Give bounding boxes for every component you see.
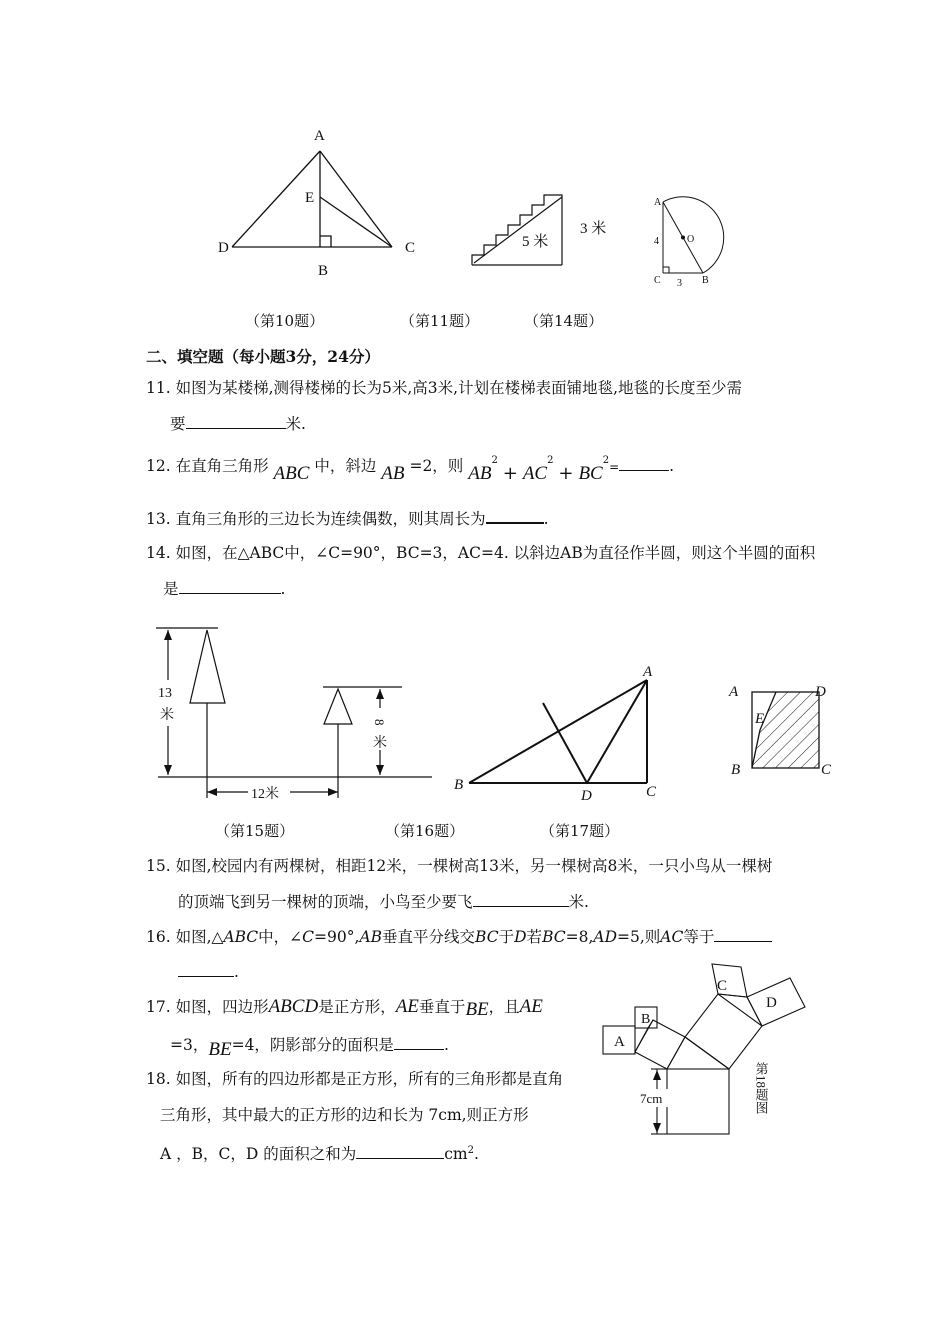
caption-10: （第10题） — [245, 312, 325, 330]
fig15-tall-height-unit: 米 — [160, 708, 174, 723]
fig16-perpendicular-bisector — [543, 703, 587, 783]
q13-answer-blank[interactable] — [486, 508, 544, 524]
fig18-largest-square — [667, 1069, 729, 1134]
fig18-label-a: A — [614, 1034, 625, 1050]
q15-answer-blank[interactable] — [473, 892, 569, 907]
figure-16 — [450, 660, 670, 804]
figure-10 — [210, 120, 430, 290]
fig17-label-b: B — [731, 762, 741, 778]
fig18-label-b: B — [641, 1012, 651, 1027]
figure-11 — [462, 185, 622, 275]
question-17-line2: =3，BE=4，阴影部分的面积是 . — [170, 1036, 449, 1060]
caption-17: （第17题） — [540, 822, 620, 840]
figure-18 — [595, 960, 815, 1140]
fig17-label-c: C — [821, 762, 832, 778]
fig10-right-angle — [320, 236, 331, 247]
question-13: 13. 直角三角形的三边长为连续偶数，则其周长为 . — [146, 510, 549, 528]
figure-15 — [150, 620, 440, 805]
q14-answer-blank[interactable] — [179, 579, 281, 594]
q11-pre: 要 — [170, 415, 186, 433]
fig18-left-tri-leg1 — [635, 1028, 648, 1052]
fig17-label-a: A — [729, 684, 739, 700]
section-title: 二、填空题（每小题3分，24分） — [146, 347, 380, 366]
question-15-line2: 的顶端飞到另一棵树的顶端，小鸟至少要飞 米. — [178, 893, 589, 911]
fig16-label-d: D — [581, 788, 592, 804]
fig15-tall-tree-crown — [190, 630, 225, 703]
fig16-label-a: A — [643, 664, 653, 680]
q12-answer-blank[interactable] — [619, 456, 669, 471]
fig14-center-o — [681, 236, 685, 240]
fig15-short-height-num: 8 — [372, 719, 387, 726]
figure-17 — [725, 678, 840, 783]
question-11-line2 — [170, 414, 306, 434]
fig18-side-label: 7cm — [640, 1091, 663, 1106]
fig18-label-d: D — [766, 995, 777, 1011]
caption-14: （第14题） — [524, 312, 604, 330]
question-18-line3: A ，B，C，D 的面积之和为 $cm^2$. — [160, 1145, 479, 1164]
fig14-label-o: O — [687, 234, 695, 245]
fig10-label-b: B — [318, 263, 329, 279]
fig16-segment-ad — [587, 680, 647, 783]
q11-answer-blank[interactable] — [186, 414, 286, 429]
fig10-label-a: A — [314, 128, 325, 144]
fig15-distance-label: 12米 — [251, 787, 279, 802]
question-14-line1: 14. 如图，在△ABC中，∠C=90°，BC=3，AC=4. 以斜边AB为直径作半圆，则这个半圆的面积 — [146, 544, 816, 562]
q11-post: 米. — [285, 415, 306, 433]
fig14-label-ac: 4 — [654, 236, 659, 247]
fig10-label-c: C — [405, 240, 416, 256]
fig10-side-ac — [320, 151, 392, 247]
caption-11: （第11题） — [400, 312, 480, 330]
question-18-line1: 18. 如图，所有的四边形都是正方形，所有的三角形都是直角 — [146, 1070, 564, 1088]
fig14-label-b: B — [702, 275, 709, 286]
fig11-hypotenuse — [474, 197, 562, 263]
caption-15: （第15题） — [215, 822, 295, 840]
question-16-line2: . — [178, 962, 239, 982]
q18-answer-blank[interactable] — [356, 1144, 444, 1159]
question-12: 12. 在直角三角形 ABC 中，斜边 AB =2，则 $AB^2 + AC^2 + BC^2=$ . — [146, 455, 675, 485]
fig15-short-tree-crown — [324, 689, 352, 724]
fig14-label-c: C — [654, 275, 661, 286]
question-18-line2: 三角形，其中最大的正方形的边和长为 7cm,则正方形 — [160, 1106, 529, 1124]
question-15-line1: 15. 如图,校园内有两棵树，相距12米，一棵树高13米，另一棵树高8米，一只小鸟从一棵树 — [146, 857, 773, 875]
fig14-right-angle — [663, 267, 669, 273]
fig18-label-c: C — [717, 978, 728, 994]
fig15-short-height-unit: 米 — [373, 736, 387, 751]
fig17-label-d: D — [815, 684, 826, 700]
fig11-label-height: 3 米 — [580, 221, 607, 237]
fig16-label-b: B — [454, 777, 464, 793]
question-14-line2: 是 . — [163, 580, 286, 598]
question-11-line1: 11. 如图为某楼梯,测得楼梯的长为5米,高3米,计划在楼梯表面铺地毯,地毯的长度至少需 — [146, 379, 743, 397]
fig14-label-cb: 3 — [677, 278, 682, 289]
fig17-shaded-region — [752, 692, 819, 768]
fig15-tall-height-num: 13 — [158, 686, 172, 701]
question-17-line1: 17. 如图，四边形ABCD是正方形，AE垂直于BE，且AE — [146, 996, 543, 1020]
fig11-label-length: 5 米 — [522, 234, 549, 250]
q16-answer-blank-1[interactable] — [714, 927, 772, 942]
caption-16: （第16题） — [385, 822, 465, 840]
fig17-label-e: E — [755, 711, 765, 727]
figure-14 — [650, 190, 735, 290]
q16-answer-blank-2[interactable] — [178, 962, 234, 977]
question-16-line1: 16. 如图,△ABC中，∠C=90°,AB垂直平分线交BC于D若BC=8,AD=5,则AC等于 — [146, 927, 772, 947]
fig10-label-d: D — [218, 240, 229, 256]
q17-answer-blank[interactable] — [394, 1035, 444, 1050]
fig14-label-a: A — [654, 197, 662, 208]
fig18-caption: 第18题图 — [753, 1062, 769, 1114]
fig16-label-c: C — [646, 784, 657, 800]
fig18-left-square — [635, 1020, 685, 1069]
fig18-right-square — [685, 994, 762, 1069]
fig10-label-e: E — [305, 190, 315, 206]
